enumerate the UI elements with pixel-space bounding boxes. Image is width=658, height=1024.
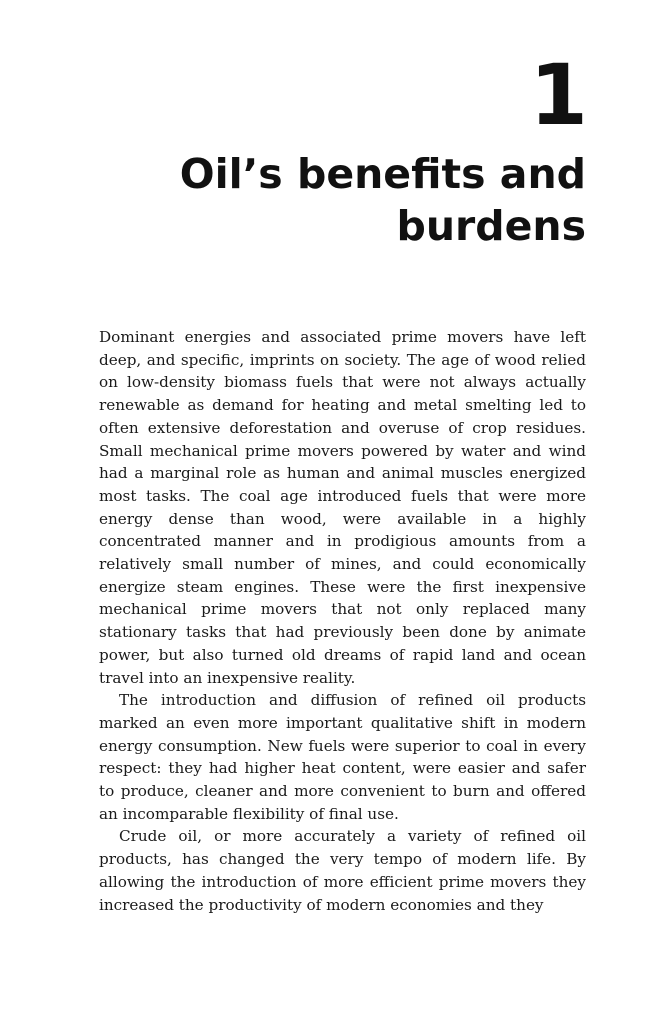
body-text: [99, 326, 586, 916]
paragraph-3: Crude oil, or more accurately a variety of refined oil products, has changed the very tempo of modern life. By allowing the introduction of more efficient prime movers they increased the productivity of modern economies and they: [99, 827, 586, 914]
paragraph-1: Dominant energies and associated prime movers have left deep, and specific, imprints on society. The age of wood relied on low-density biomass fuels that were not always actually renewable as demand for heating and metal smelting led to often extensive deforestation and overuse of crop residues. Small mechanical prime movers powered by water and wind had a marginal role as human and animal muscles energized most tasks. The coal age introduced fuels that were more energy dense than wood, were available in a highly concentrated manner and in prodigious amounts from a relatively small number of mines, and could economically energize steam engines. These were the first inexpensive mechanical prime movers that not only replaced many stationary tasks that had previously been done by animate power, but also turned old dreams of rapid land and ocean travel into an inexpensive reality.: [99, 328, 586, 687]
chapter-title-line-1: Oil’s benefits and: [179, 150, 586, 198]
chapter-title: [106, 148, 586, 252]
chapter-title-line-2: burdens: [396, 202, 586, 250]
paragraph-2: The introduction and diffusion of refined oil products marked an even more important qualitative shift in modern energy consumption. New fuels were superior to coal in every respect: they had higher heat content, were easier and safer to produce, cleaner and more convenient to burn and offered an incomparable flexibility of final use.: [99, 691, 586, 823]
chapter-number: 1: [529, 46, 586, 144]
